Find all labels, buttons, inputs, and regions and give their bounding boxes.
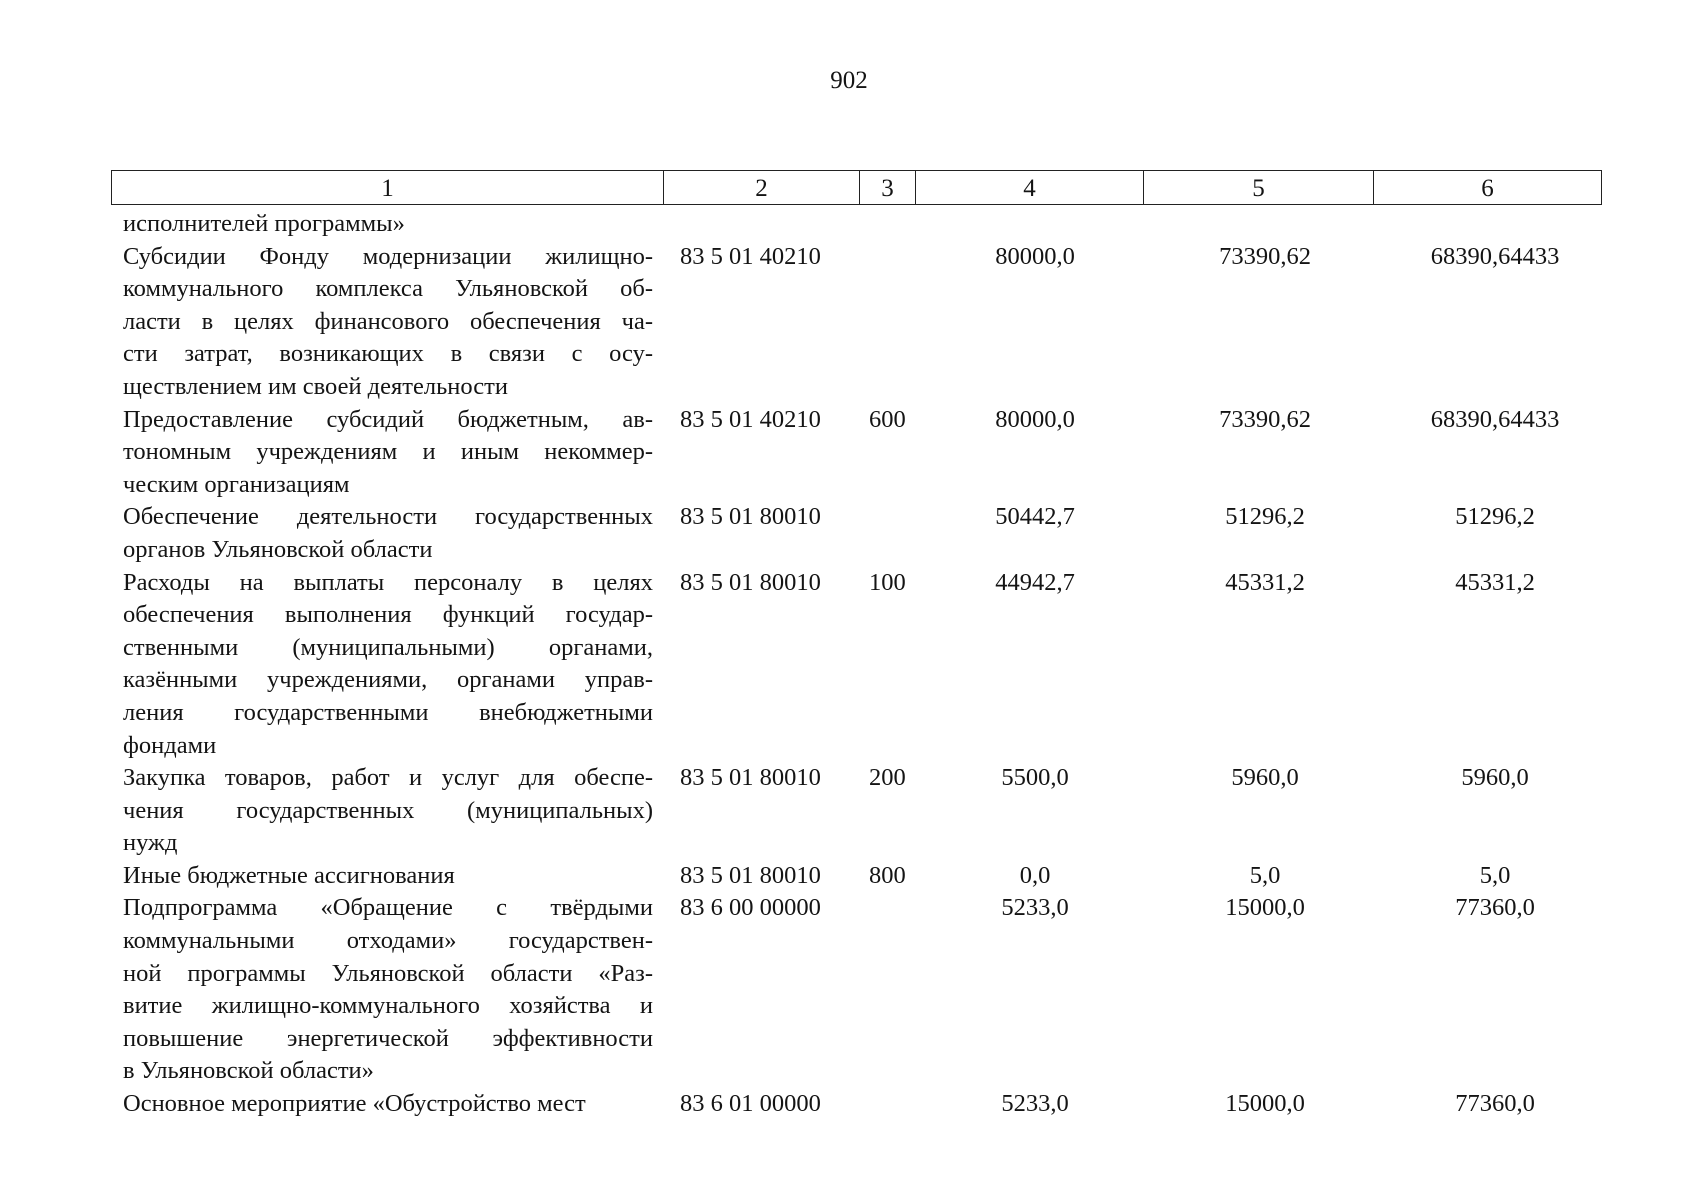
row-value-col4: 44942,7 <box>995 568 1075 596</box>
description-line: нужд <box>123 829 178 857</box>
description-line: тономным учреждениям и иным некоммер- <box>123 438 653 466</box>
description-line: исполнителей программы» <box>123 210 405 237</box>
description-line: ществлением им своей деятельности <box>123 372 508 400</box>
row-code: 83 5 01 80010 <box>680 764 821 792</box>
description-line: чения государственных (муниципальных) <box>123 796 653 824</box>
table-body <box>0 208 1698 1121</box>
row-value-col5: 15000,0 <box>1225 1090 1305 1118</box>
row-expense-type: 800 <box>869 861 906 889</box>
description-line: Обеспечение деятельности государственных <box>123 503 653 531</box>
description-line: Основное мероприятие «Обустройство мест <box>123 1090 586 1118</box>
description-line: Расходы на выплаты персоналу в целях <box>123 568 653 596</box>
header-col-6: 6 <box>1481 175 1494 202</box>
description-line: Субсидии Фонду модернизации жилищно- <box>123 242 653 270</box>
row-value-col5: 51296,2 <box>1225 503 1305 531</box>
description-line: в Ульяновской области» <box>123 1057 374 1085</box>
description-line: коммунального комплекса Ульяновской об- <box>123 275 653 303</box>
row-value-col5: 45331,2 <box>1225 568 1305 596</box>
row-value-col5: 15000,0 <box>1225 894 1305 922</box>
row-code: 83 5 01 80010 <box>680 503 821 531</box>
row-description <box>123 860 653 893</box>
row-value-col4: 5233,0 <box>1001 894 1069 922</box>
row-value-col5: 73390,62 <box>1219 405 1311 433</box>
row-value-col6: 51296,2 <box>1455 503 1535 531</box>
description-line: казёнными учреждениями, органами управ- <box>123 666 653 694</box>
description-line: обеспечения выполнения функций государ- <box>123 601 653 629</box>
table-row <box>0 208 1698 241</box>
row-value-col4: 0,0 <box>1019 861 1051 889</box>
header-col-2: 2 <box>664 171 860 204</box>
row-expense-type: 200 <box>869 764 906 792</box>
description-line: фондами <box>123 731 217 759</box>
row-value-col5: 73390,62 <box>1219 242 1311 270</box>
row-value-col6: 77360,0 <box>1455 1090 1535 1118</box>
description-line: коммунальными отходами» государствен- <box>123 927 653 955</box>
row-description <box>123 1088 653 1121</box>
description-line: витие жилищно-коммунального хозяйства и <box>123 992 653 1020</box>
row-code: 83 6 01 00000 <box>680 1090 821 1118</box>
row-code: 83 5 01 40210 <box>680 405 821 433</box>
row-value-col4: 80000,0 <box>995 242 1075 270</box>
description-line: ласти в целях финансового обеспечения ча- <box>123 307 653 335</box>
row-code: 83 5 01 40210 <box>680 242 821 270</box>
row-value-col5: 5960,0 <box>1231 764 1299 792</box>
table-row <box>0 567 1698 763</box>
row-value-col6: 68390,64433 <box>1430 242 1560 270</box>
description-line: Предоставление субсидий бюджетным, ав- <box>123 405 653 433</box>
row-description <box>123 567 653 763</box>
row-description <box>123 404 653 502</box>
row-value-col4: 5500,0 <box>1001 764 1069 792</box>
table-row <box>0 501 1698 566</box>
row-value-col6: 5,0 <box>1479 861 1511 889</box>
row-code: 83 5 01 80010 <box>680 568 821 596</box>
table-row <box>0 762 1698 860</box>
row-code: 83 5 01 80010 <box>680 861 821 889</box>
table-header <box>111 170 1602 205</box>
description-line: ческим организациям <box>123 470 350 498</box>
description-line: Подпрограмма «Обращение с твёрдыми <box>123 894 653 922</box>
description-line: сти затрат, возникающих в связи с осу- <box>123 340 653 368</box>
row-value-col6: 68390,64433 <box>1430 405 1560 433</box>
row-value-col4: 50442,7 <box>995 503 1075 531</box>
header-col-5: 5 <box>1144 171 1374 204</box>
table-row <box>0 892 1698 1088</box>
row-value-col6: 45331,2 <box>1455 568 1535 596</box>
row-description <box>123 501 653 566</box>
row-value-col4: 5233,0 <box>1001 1090 1069 1118</box>
row-description <box>123 241 653 404</box>
description-line: ной программы Ульяновской области «Раз- <box>123 959 653 987</box>
row-description <box>123 892 653 1088</box>
row-code: 83 6 00 00000 <box>680 894 821 922</box>
description-line: Иные бюджетные ассигнования <box>123 861 455 889</box>
header-col-1: 1 <box>112 171 664 204</box>
table-row <box>0 1088 1698 1121</box>
table-row <box>0 860 1698 893</box>
description-line: Закупка товаров, работ и услуг для обеспе- <box>123 764 653 792</box>
description-line: ственными (муниципальными) органами, <box>123 633 653 661</box>
description-line: ления государственными внебюджетными <box>123 698 653 726</box>
row-description <box>123 208 653 241</box>
row-value-col6: 5960,0 <box>1461 764 1529 792</box>
header-col-4: 4 <box>916 171 1144 204</box>
page-number: 902 <box>830 67 868 94</box>
row-value-col4: 80000,0 <box>995 405 1075 433</box>
row-value-col5: 5,0 <box>1249 861 1281 889</box>
header-col-3: 3 <box>860 171 916 204</box>
row-description <box>123 762 653 860</box>
row-expense-type: 100 <box>869 568 906 596</box>
table-row <box>0 241 1698 404</box>
row-value-col6: 77360,0 <box>1455 894 1535 922</box>
table-row <box>0 404 1698 502</box>
description-line: органов Ульяновской области <box>123 535 433 563</box>
description-line: повышение энергетической эффективности <box>123 1024 653 1052</box>
row-expense-type: 600 <box>869 405 906 433</box>
